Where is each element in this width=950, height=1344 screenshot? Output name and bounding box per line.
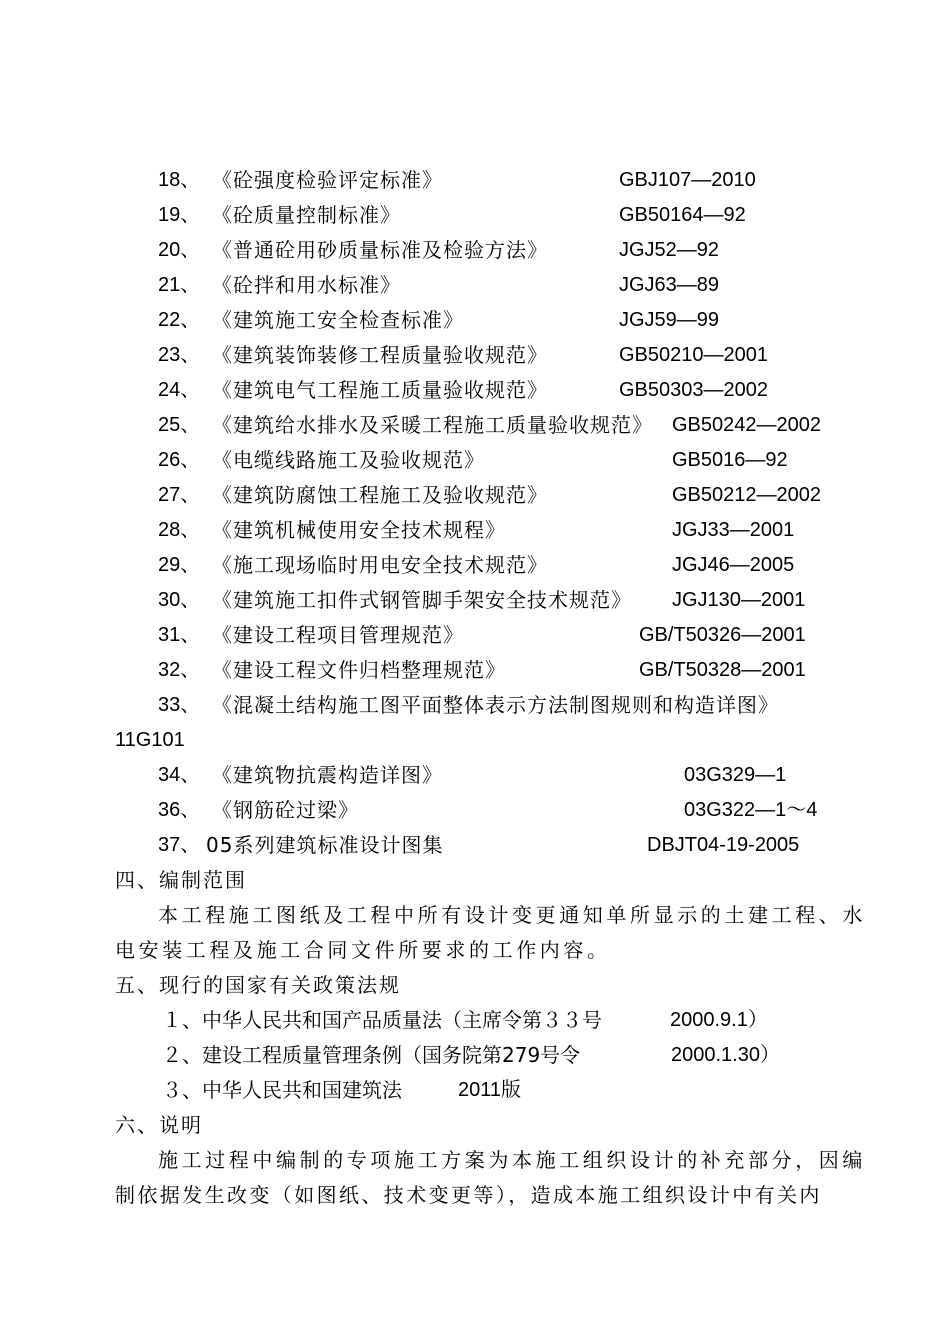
item-title: 《建筑给水排水及采暖工程施工质量验收规范》: [212, 413, 653, 437]
regulation-date: 2011版: [458, 1079, 522, 1101]
paragraph-line: 电安装工程及施工合同文件所要求的工作内容。: [115, 938, 611, 962]
item-title: 《建筑装饰装修工程质量验收规范》: [212, 343, 548, 367]
item-number: 22、: [158, 309, 201, 331]
regulation-text: ３、中华人民共和国建筑法: [162, 1078, 402, 1102]
item-code: JGJ63—89: [619, 274, 720, 296]
item-number: 24、: [158, 379, 201, 401]
item-number: 25、: [158, 414, 201, 436]
item-code: GB/T50326—2001: [639, 624, 806, 646]
item-title: 《建设工程项目管理规范》: [212, 623, 464, 647]
regulation-text: １、中华人民共和国产品质量法（主席令第３３号: [162, 1008, 602, 1032]
item-number: 30、: [158, 589, 201, 611]
item-code: GB50242—2002: [672, 414, 822, 436]
item-number: 32、: [158, 659, 201, 681]
item-code: GB50210—2001: [619, 344, 769, 366]
item-title: 《建筑物抗震构造详图》: [212, 763, 443, 787]
section-heading: 四、编制范围: [115, 868, 247, 892]
item-title: 《砼质量控制标准》: [212, 203, 401, 227]
item-code: 11G101: [115, 729, 185, 751]
item-title: 《建筑施工安全检查标准》: [212, 308, 464, 332]
item-title: 05系列建筑标准设计图集: [206, 833, 444, 857]
item-title: 《砼拌和用水标准》: [212, 273, 401, 297]
paragraph-line: 本工程施工图纸及工程中所有设计变更通知单所显示的土建工程、水: [158, 903, 866, 927]
paragraph-line: 制依据发生改变（如图纸、技术变更等），造成本施工组织设计中有关内: [115, 1183, 822, 1207]
section-heading: 六、说明: [115, 1113, 203, 1137]
item-code: JGJ52—92: [619, 239, 720, 261]
item-number: 21、: [158, 274, 201, 296]
item-code: JGJ59—99: [619, 309, 720, 331]
item-title: 《电缆线路施工及验收规范》: [212, 448, 485, 472]
item-title: 《建筑施工扣件式钢管脚手架安全技术规范》: [212, 588, 632, 612]
paragraph-line: 施工过程中编制的专项施工方案为本施工组织设计的补充部分，因编: [158, 1148, 866, 1172]
item-number: 18、: [158, 169, 201, 191]
item-code: GBJ107—2010: [619, 169, 756, 191]
item-code: GB/T50328—2001: [639, 659, 806, 681]
regulation-date: 2000.1.30）: [671, 1044, 780, 1066]
item-number: 31、: [158, 624, 201, 646]
item-code: GB5016—92: [672, 449, 788, 471]
item-title: 《施工现场临时用电安全技术规范》: [212, 553, 548, 577]
section-heading: 五、现行的国家有关政策法规: [115, 973, 401, 997]
item-code: 03G322—1～4: [684, 799, 818, 821]
item-title: 《砼强度检验评定标准》: [212, 168, 443, 192]
item-code: GB50164—92: [619, 204, 746, 226]
item-number: 36、: [158, 799, 201, 821]
item-number: 26、: [158, 449, 201, 471]
item-code: DBJT04-19-2005: [647, 834, 800, 856]
item-number: 34、: [158, 764, 201, 786]
item-number: 23、: [158, 344, 201, 366]
item-number: 19、: [158, 204, 201, 226]
item-title: 《建筑电气工程施工质量验收规范》: [212, 378, 548, 402]
item-title: 《钢筋砼过梁》: [212, 798, 359, 822]
item-number: 28、: [158, 519, 201, 541]
item-number: 33、: [158, 694, 201, 716]
item-title: 《普通砼用砂质量标准及检验方法》: [212, 238, 548, 262]
item-code: GB50212—2002: [672, 484, 822, 506]
item-number: 37、: [158, 834, 201, 856]
item-title: 《建筑机械使用安全技术规程》: [212, 518, 506, 542]
item-code: JGJ46—2005: [672, 554, 795, 576]
item-code: JGJ130—2001: [672, 589, 806, 611]
item-title: 《建筑防腐蚀工程施工及验收规范》: [212, 483, 548, 507]
item-code: GB50303—2002: [619, 379, 769, 401]
item-code: 03G329—1: [684, 764, 787, 786]
item-title: 《混凝土结构施工图平面整体表示方法制图规则和构造详图》: [212, 693, 779, 717]
regulation-date: 2000.9.1）: [670, 1009, 768, 1031]
item-title: 《建设工程文件归档整理规范》: [212, 658, 506, 682]
item-number: 27、: [158, 484, 201, 506]
item-number: 29、: [158, 554, 201, 576]
item-number: 20、: [158, 239, 201, 261]
item-code: JGJ33—2001: [672, 519, 795, 541]
regulation-text: ２、建设工程质量管理条例（国务院第279号令: [162, 1043, 581, 1067]
